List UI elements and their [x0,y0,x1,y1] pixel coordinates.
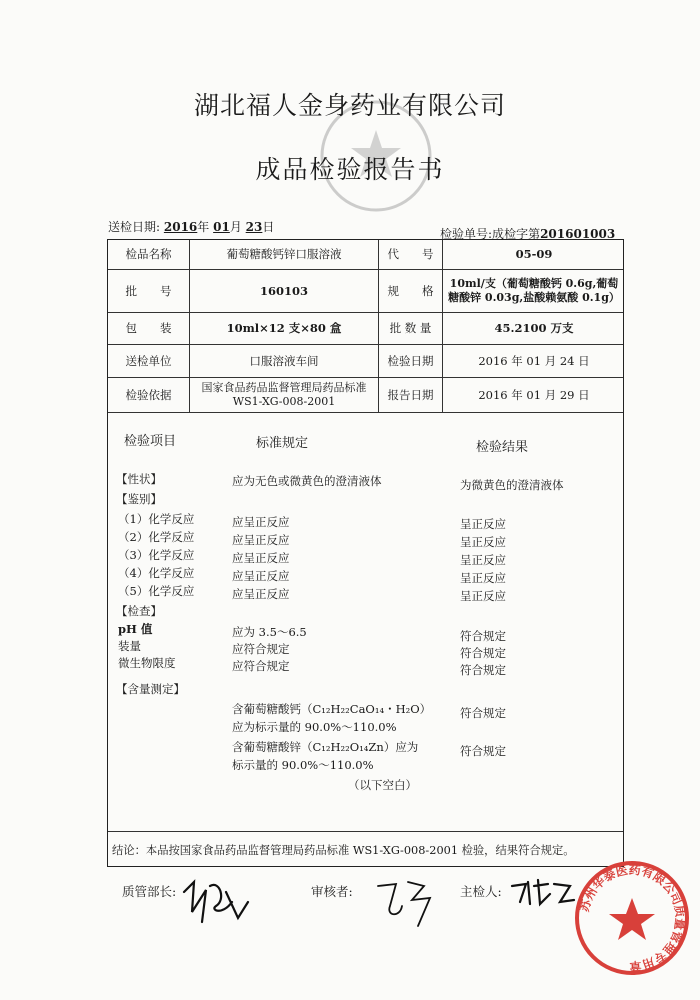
check-item: 装量 [118,639,141,653]
props-standard: 应为无色或微黄色的澄清液体 [232,474,382,488]
ident-item: （3）化学反应 [118,548,195,562]
check-standard: 应为 3.5～6.5 [232,625,307,639]
check-item: pH 值 [118,622,153,636]
check-header: 【检查】 [116,604,162,618]
props-header: 【性状】 [116,472,162,486]
ident-item: （4）化学反应 [118,566,195,580]
check-result: 符合规定 [460,663,506,677]
ident-item: （2）化学反应 [118,530,195,544]
check-item: 微生物限度 [118,656,176,670]
basis-value: 国家食品药品监督管理局药品标准 WS1-XG-008-2001 [201,380,367,408]
props-result: 为微黄色的澄清液体 [460,478,564,492]
report-date-value: 2016 年 01 月 29 日 [478,387,590,402]
company-name: 湖北福人金身药业有限公司 [193,91,506,120]
batch-value: 160103 [259,283,308,298]
ident-result: 呈正反应 [460,535,506,549]
inspector-signature [508,876,578,910]
inspector-label: 主检人: [460,884,502,899]
code-label: 代 号 [387,247,434,262]
send-date: 送检日期: 2016年 01月 23日 [108,220,275,234]
dept-value: 口服溶液车间 [249,353,319,368]
test-date-value: 2016 年 01 月 24 日 [478,353,590,368]
col-result-header: 检验结果 [476,440,529,455]
document-title: 成品检验报告书 [255,155,445,184]
assay1-result: 符合规定 [460,706,506,720]
col-item-header: 检验项目 [124,434,177,449]
check-standard: 应符合规定 [232,659,290,673]
basis-label: 检验依据 [125,387,172,402]
assay1-line2: 应为标示量的 90.0%～110.0% [232,720,397,734]
ident-standard: 应呈正反应 [232,569,290,583]
ident-result: 呈正反应 [460,517,506,531]
test-date-label: 检验日期 [387,353,434,368]
pack-label: 包 装 [125,321,172,336]
ident-result: 呈正反应 [460,571,506,585]
qty-label: 批 数 量 [389,321,432,336]
ident-standard: 应呈正反应 [232,515,290,529]
col-standard-header: 标准规定 [256,436,309,451]
spec-label: 规 格 [387,283,434,298]
qty-value: 45.2100 万支 [494,321,574,336]
assay2-line1: 含葡萄糖酸锌（C₁₂H₂₂O₁₄Zn）应为 [232,740,419,754]
qa-manager-signature [176,872,256,932]
ident-result: 呈正反应 [460,589,506,603]
qa-manager-label: 质管部长: [122,884,177,899]
check-result: 符合规定 [460,629,506,643]
svg-text:苏州华泰医药有限公司质量管理专用章: 苏州华泰医药有限公司质量管理专用章 [577,862,688,974]
assay1-line1: 含葡萄糖酸钙（C₁₂H₂₂CaO₁₄・H₂O） [232,702,432,716]
code-value: 05-09 [515,247,553,262]
ident-item: （1）化学反应 [118,512,195,526]
product-value: 葡萄糖酸钙锌口服溶液 [226,247,342,262]
company-seal [572,858,692,978]
pack-value: 10ml×12 支×80 盒 [226,321,342,336]
blank-note: （以下空白） [348,778,417,792]
ident-standard: 应呈正反应 [232,551,290,565]
conclusion: 结论：本品按国家食品药品监督管理局药品标准 WS1-XG-008-2001 检验，结果符合规定。 [112,844,575,857]
check-standard: 应符合规定 [232,642,290,656]
assay2-result: 符合规定 [460,744,506,758]
ident-item: （5）化学反应 [118,584,195,598]
check-result: 符合规定 [460,646,506,660]
ident-standard: 应呈正反应 [232,533,290,547]
ident-result: 呈正反应 [460,553,506,567]
report-date-label: 报告日期 [387,387,434,402]
dept-label: 送检单位 [125,353,172,368]
assay2-line2: 标示量的 90.0%～110.0% [232,758,374,772]
report-number: 检验单号:成检字第201601003 [440,227,616,241]
ident-header: 【鉴别】 [116,492,162,506]
batch-label: 批 号 [125,283,172,298]
spec-value: 10ml/支（葡萄糖酸钙 0.6g,葡萄糖酸锌 0.03g,盐酸赖氨酸 0.1g） [448,276,620,304]
assay-header: 【含量测定】 [116,682,185,696]
inspection-table [107,239,624,867]
reviewer-label: 审核者: [311,884,353,899]
ident-standard: 应呈正反应 [232,587,290,601]
reviewer-signature [372,876,442,930]
product-label: 检品名称 [125,247,172,262]
